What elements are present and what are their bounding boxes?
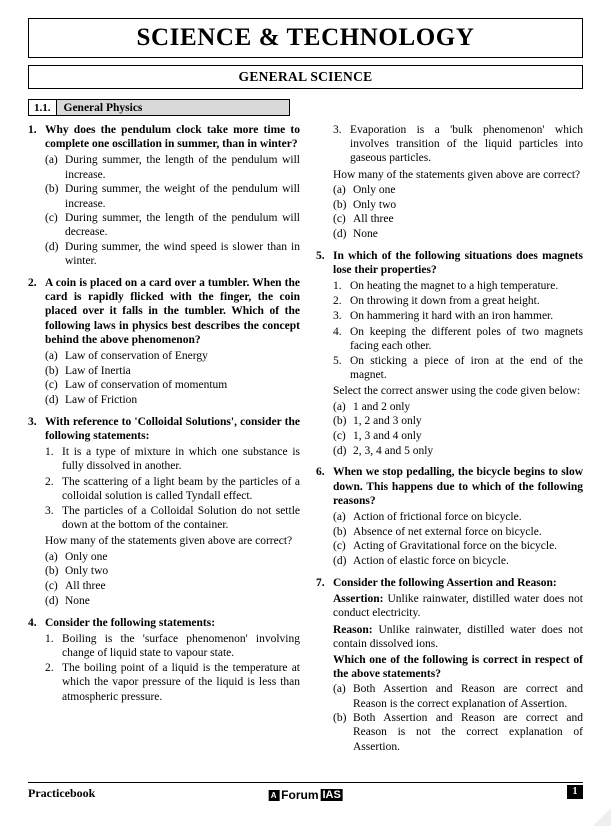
option-text: Law of Friction: [65, 394, 138, 407]
option-d[interactable]: [333, 554, 583, 568]
page-number: 1: [567, 785, 583, 799]
option-text: Absence of net external force on bicycle.: [353, 525, 542, 538]
question-stem: How many of the statements given above are correct?: [333, 168, 581, 181]
option-marker: (d): [333, 444, 347, 457]
reason-line: [333, 623, 583, 651]
option-marker: (a): [45, 154, 58, 167]
statement-list: [333, 279, 583, 382]
footer-divider: [28, 782, 583, 783]
option-text: During summer, the length of the pendulum will decrease.: [65, 212, 300, 239]
assertion-label: Assertion:: [333, 593, 384, 606]
statement-3: [45, 504, 300, 532]
statement-1: [45, 632, 300, 660]
option-c[interactable]: [333, 212, 583, 226]
footer-book-name: Practicebook: [28, 786, 96, 800]
option-text: 2, 3, 4 and 5 only: [353, 444, 434, 457]
option-list: [333, 510, 583, 568]
option-marker: (a): [333, 511, 346, 524]
option-marker: (c): [333, 430, 346, 443]
page-corner-fold: [593, 808, 611, 826]
option-text: Only one: [353, 183, 396, 196]
option-a[interactable]: [333, 400, 583, 414]
right-column: [316, 123, 583, 761]
statement-marker: 2.: [333, 295, 342, 308]
option-text: During summer, the length of the pendulum will increase.: [65, 154, 300, 181]
option-a[interactable]: [45, 550, 300, 564]
statement-1: [333, 279, 583, 293]
option-b[interactable]: [45, 364, 300, 378]
option-c[interactable]: [45, 378, 300, 392]
option-marker: (b): [333, 525, 347, 538]
statement-marker: 5.: [333, 355, 342, 368]
option-marker: (b): [333, 198, 347, 211]
question-text: A coin is placed on a card over a tumbler. When the card is rapidly flicked with the finger, the coin placed over it falls in the tumbler. Which of the following laws in physics best describes the concept behind the above phenomenon?: [45, 277, 300, 346]
option-text: During summer, the wind speed is slower than in winter.: [65, 241, 300, 268]
question-6: [316, 465, 583, 568]
option-text: None: [353, 227, 378, 240]
statement-4: [333, 325, 583, 353]
question-text: Consider the following Assertion and Reason:: [333, 576, 557, 589]
option-b[interactable]: [333, 711, 583, 754]
option-d[interactable]: [333, 227, 583, 241]
reason-label: Reason:: [333, 623, 373, 636]
logo-mark-icon: A: [268, 790, 279, 801]
question-1: [28, 123, 300, 269]
statement-list: [45, 632, 300, 704]
question-4: [28, 616, 300, 705]
statement-marker: 1.: [45, 446, 54, 459]
page-content: [28, 18, 583, 808]
option-marker: (d): [333, 555, 347, 568]
option-text: All three: [353, 213, 394, 226]
statement-text: The scattering of a light beam by the particles of a colloidal solution is called Tyndall effect.: [62, 475, 300, 502]
option-marker: (a): [45, 550, 58, 563]
option-a[interactable]: [333, 183, 583, 197]
option-a[interactable]: [45, 349, 300, 363]
option-list: [333, 400, 583, 458]
document-title-bar: [28, 18, 583, 58]
option-b[interactable]: [45, 182, 300, 210]
option-d[interactable]: [45, 594, 300, 608]
publisher-logo: [268, 788, 343, 802]
option-marker: (a): [333, 400, 346, 413]
option-c[interactable]: [45, 211, 300, 239]
question-text: In which of the following situations does magnets lose their properties?: [333, 249, 583, 276]
option-c[interactable]: [333, 539, 583, 553]
statement-marker: 3.: [333, 124, 342, 136]
option-text: Only two: [353, 198, 397, 211]
option-marker: (c): [45, 580, 58, 593]
question-5: [316, 249, 583, 459]
option-text: Only one: [65, 550, 108, 563]
option-text: All three: [65, 580, 106, 593]
option-list: [333, 183, 583, 241]
option-b[interactable]: [333, 414, 583, 428]
question-number: 1.: [28, 124, 37, 136]
option-text: Only two: [65, 565, 109, 578]
statement-marker: 2.: [45, 662, 54, 675]
page-title: SCIENCE & TECHNOLOGY: [136, 24, 475, 51]
question-number: 4.: [28, 616, 37, 629]
option-text: 1, 3 and 4 only: [353, 430, 422, 443]
option-list: [45, 550, 300, 608]
option-d[interactable]: [333, 444, 583, 458]
option-c[interactable]: [45, 579, 300, 593]
option-marker: (c): [333, 540, 346, 553]
page-subtitle: GENERAL SCIENCE: [238, 69, 373, 84]
option-text: Acting of Gravitational force on the bicycle.: [353, 540, 558, 553]
reason-text: Unlike rainwater, distilled water does not contain dissolved ions.: [333, 623, 583, 650]
statement-text: On heating the magnet to a high temperature.: [350, 280, 559, 293]
statement-text: On hammering it hard with an iron hammer.: [350, 310, 554, 323]
option-d[interactable]: [45, 240, 300, 268]
option-a[interactable]: [333, 682, 583, 710]
logo-ias-text: IAS: [322, 789, 341, 801]
statement-marker: 1.: [333, 280, 342, 293]
option-b[interactable]: [333, 525, 583, 539]
option-marker: (c): [45, 212, 58, 225]
question-4-continued: [316, 123, 583, 242]
option-marker: (b): [333, 712, 347, 725]
statement-text: It is a type of mixture in which one substance is fully dissolved in another.: [62, 446, 300, 473]
question-stem: Which one of the following is correct in respect of the above statements?: [333, 653, 583, 681]
option-list: [45, 349, 300, 407]
option-a[interactable]: [45, 153, 300, 181]
page-footer: [28, 782, 583, 812]
option-text: During summer, the weight of the pendulum will increase.: [65, 183, 300, 210]
statement-text: The particles of a Colloidal Solution do not settle down at the bottom of the container.: [62, 505, 300, 532]
question-3: [28, 415, 300, 609]
statement-text: Evaporation is a 'bulk phenomenon' which involves transition of the liquid particles into gaseous particles.: [350, 124, 583, 165]
document-subtitle-bar: [28, 65, 583, 89]
statement-marker: 3.: [333, 310, 342, 323]
option-list: [45, 153, 300, 268]
option-b[interactable]: [45, 564, 300, 578]
statement-text: On throwing it down from a great height.: [350, 295, 540, 308]
question-7: [316, 576, 583, 754]
option-marker: (a): [333, 183, 346, 196]
option-list: [333, 682, 583, 754]
option-d[interactable]: [45, 393, 300, 407]
question-number: 6.: [316, 466, 325, 479]
section-name: General Physics: [57, 99, 291, 116]
option-text: 1, 2 and 3 only: [353, 415, 422, 428]
assertion-text: Unlike rainwater, distilled water does not conduct electricity.: [333, 593, 583, 620]
option-marker: (a): [45, 350, 58, 363]
option-c[interactable]: [333, 429, 583, 443]
two-column-body: [28, 123, 583, 761]
question-number: 5.: [316, 249, 325, 262]
option-marker: (b): [45, 183, 59, 196]
statement-5: [333, 354, 583, 382]
option-marker: (c): [45, 379, 58, 392]
statement-3: [333, 123, 583, 166]
question-stem: Select the correct answer using the code given below:: [333, 385, 581, 398]
question-number-spacer: [316, 123, 333, 242]
statement-2: [45, 475, 300, 503]
statement-1: [45, 445, 300, 473]
question-number: 2.: [28, 277, 37, 290]
question-text: Why does the pendulum clock take more time to complete one oscillation in summer, than in winter?: [45, 124, 300, 151]
statement-text: Boiling is the 'surface phenomenon' involving change of liquid state to vapour state.: [62, 632, 300, 659]
section-heading: [28, 99, 290, 116]
section-number: 1.1.: [28, 99, 57, 116]
option-marker: (b): [45, 565, 59, 578]
logo-forum-text: Forum: [281, 788, 319, 802]
assertion-line: [333, 592, 583, 620]
left-column: [28, 123, 300, 761]
statement-list-continued: [333, 123, 583, 166]
option-text: Law of Inertia: [65, 364, 131, 377]
question-text: When we stop pedalling, the bicycle begins to slow down. This happens due to which of the following reasons?: [333, 466, 583, 507]
option-text: Both Assertion and Reason are correct and Reason is the correct explanation of Assertion.: [353, 683, 583, 710]
option-text: Law of conservation of momentum: [65, 379, 228, 392]
statement-marker: 3.: [45, 505, 54, 518]
question-number: 7.: [316, 576, 325, 589]
question-stem: How many of the statements given above are correct?: [45, 535, 293, 548]
option-text: Law of conservation of Energy: [65, 350, 208, 363]
option-text: None: [65, 594, 90, 607]
option-b[interactable]: [333, 198, 583, 212]
statement-text: The boiling point of a liquid is the temperature at which the vapor pressure of the liquid is less than atmospheric pressure.: [62, 662, 300, 703]
statement-3: [333, 309, 583, 323]
option-text: Action of frictional force on bicycle.: [353, 511, 522, 524]
option-marker: (d): [45, 394, 59, 407]
option-marker: (b): [333, 415, 347, 428]
question-2: [28, 276, 300, 408]
option-marker: (b): [45, 364, 59, 377]
option-text: Both Assertion and Reason are correct and Reason is not the correct explanation of Assertion.: [353, 712, 583, 753]
option-marker: (d): [45, 594, 59, 607]
option-a[interactable]: [333, 510, 583, 524]
statement-2: [333, 294, 583, 308]
statement-list: [45, 445, 300, 532]
option-text: Action of elastic force on bicycle.: [353, 555, 509, 568]
statement-marker: 2.: [45, 475, 54, 488]
statement-text: On keeping the different poles of two magnets facing each other.: [350, 325, 583, 352]
statement-2: [45, 661, 300, 704]
option-marker: (d): [45, 241, 59, 254]
option-marker: (c): [333, 213, 346, 226]
option-text: 1 and 2 only: [353, 400, 411, 413]
statement-text: On sticking a piece of iron at the end of the magnet.: [350, 355, 583, 382]
question-text: Consider the following statements:: [45, 616, 216, 629]
question-text: With reference to 'Colloidal Solutions', consider the following statements:: [45, 415, 300, 443]
statement-marker: 1.: [45, 632, 54, 645]
statement-marker: 4.: [333, 325, 342, 338]
option-marker: (d): [333, 227, 347, 240]
option-marker: (a): [333, 683, 346, 696]
question-number: 3.: [28, 415, 37, 428]
